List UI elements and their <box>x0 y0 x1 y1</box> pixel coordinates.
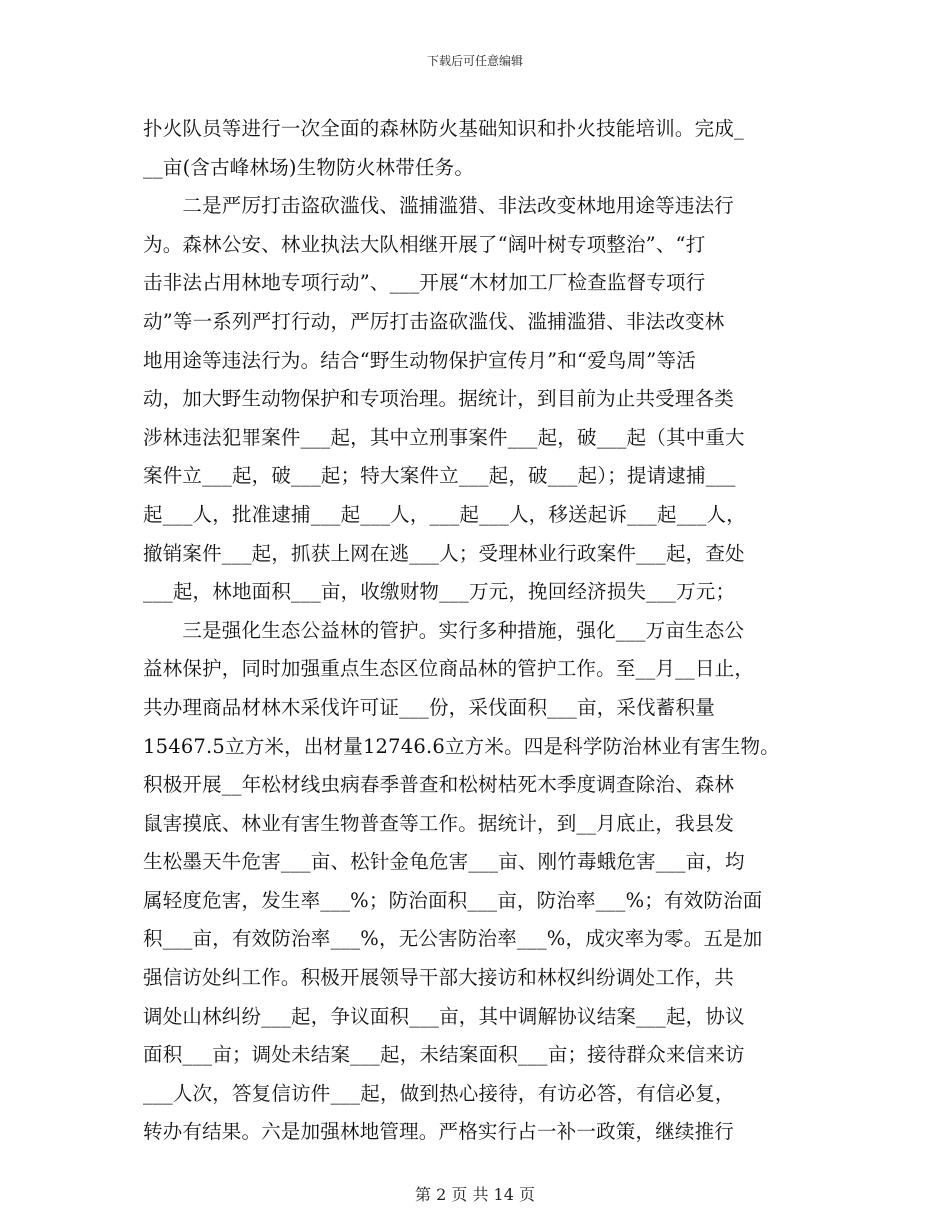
text-line: 鼠害摸底、林业有害生物普查等工作。据统计，到__月底止，我县发 <box>143 811 735 835</box>
text-line: 案件立___起，破___起；特大案件立___起，破___起）；提请逮捕___ <box>143 464 736 488</box>
text-line: 生松墨天牛危害___亩、松针金龟危害___亩、刚竹毒蛾危害___亩，均 <box>143 850 745 874</box>
text-line: ___人次，答复信访件___起，做到热心接待，有访必答，有信必复， <box>143 1081 735 1105</box>
text-line: 面积___亩；调处未结案___起，未结案面积___亩；接待群众来信来访 <box>143 1043 745 1067</box>
text-line: 强信访处纠工作。积极开展领导干部大接访和林权纠纷调处工作，共 <box>143 966 735 990</box>
page-number: 第 2 页 共 14 页 <box>415 1185 535 1204</box>
text-line: 击非法占用林地专项行动”、___开展“木材加工厂检查监督专项行 <box>143 271 706 295</box>
text-line: 撤销案件___起，抓获上网在逃___人；受理林业行政案件___起，查处 <box>143 541 745 565</box>
text-line: 动”等一系列严打行动，严厉打击盗砍滥伐、滥捕滥猎、非法改变林 <box>143 309 725 333</box>
text-line: 调处山林纠纷___起，争议面积___亩，其中调解协议结案___起，协议 <box>143 1004 745 1028</box>
text-line: 三是强化生态公益林的管护。实行多种措施，强化___万亩生态公 <box>143 618 745 642</box>
text-line: __亩(含古峰林场)生物防火林带任务。 <box>143 155 475 179</box>
text-line: 涉林违法犯罪案件___起，其中立刑事案件___起，破___起（其中重大 <box>143 425 745 449</box>
text-line: 二是严厉打击盗砍滥伐、滥捕滥猎、非法改变林地用途等违法行 <box>143 194 735 218</box>
document-body <box>143 110 809 1152</box>
text-line: 为。森林公安、林业执法大队相继开展了“阔叶树专项整治”、“打 <box>143 232 706 256</box>
text-line: 属轻度危害，发生率___%；防治面积___亩，防治率___%；有效防治面 <box>143 888 763 912</box>
text-line: 共办理商品材林木采伐许可证___份，采伐面积___亩，采伐蓄积量 <box>143 695 715 719</box>
text-line: 转办有结果。六是加强林地管理。严格实行占一补一政策，继续推行 <box>143 1120 735 1144</box>
text-line: 扑火队员等进行一次全面的森林防火基础知识和扑火技能培训。完成_ <box>143 117 744 140</box>
text-line: 起___人，批准逮捕___起___人，___起___人，移送起诉___起___人， <box>143 502 746 526</box>
text-line: 地用途等违法行为。结合“野生动物保护宣传月”和“爱鸟周”等活 <box>143 348 696 372</box>
text-line: ___起，林地面积___亩，收缴财物___万元，挽回经济损失___万元； <box>143 580 736 604</box>
page-header: 下载后可任意编辑 <box>426 54 523 68</box>
text-line: 积极开展__年松材线虫病春季普查和松树枯死木季度调查除治、森林 <box>143 773 735 797</box>
text-line: 积___亩，有效防治率___%，无公害防治率___%，成灾率为零。五是加 <box>143 927 763 951</box>
text-line: 益林保护，同时加强重点生态区位商品林的管护工作。至__月__日止， <box>143 657 755 681</box>
text-line: 15467.5立方米，出材量12746.6立方米。四是科学防治林业有害生物。 <box>143 734 780 758</box>
text-line: 动，加大野生动物保护和专项治理。据统计，到目前为止共受理各类 <box>143 387 735 411</box>
